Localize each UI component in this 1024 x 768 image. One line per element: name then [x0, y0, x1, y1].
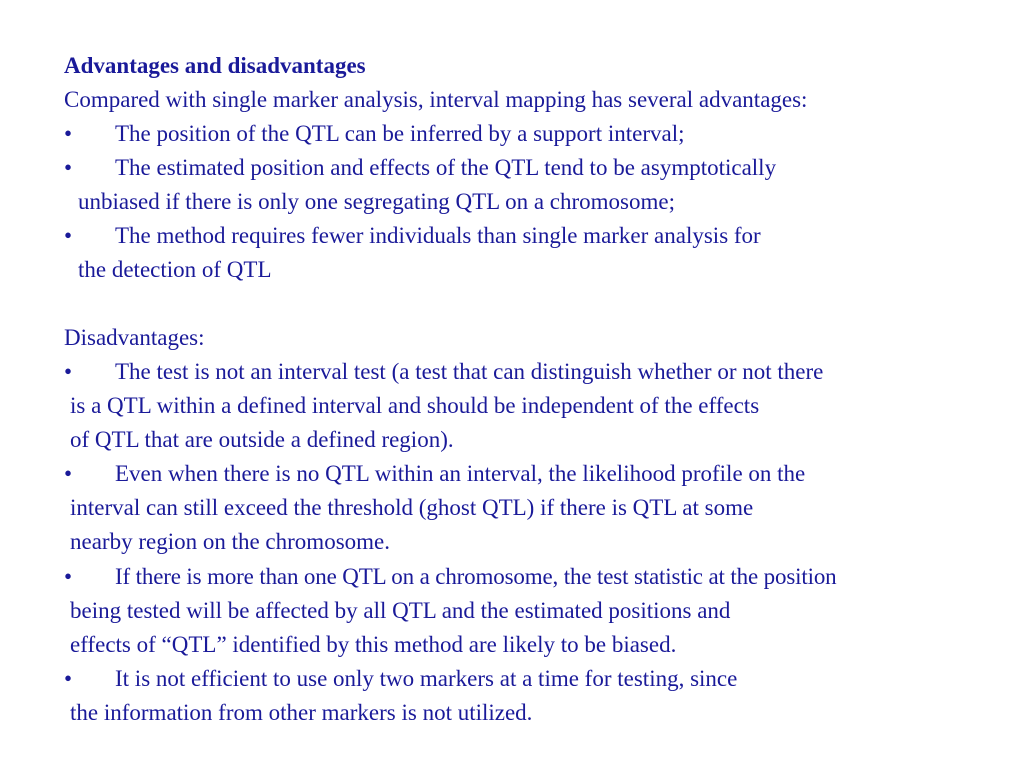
bullet-icon: • — [64, 359, 73, 384]
advantage-item-text: The position of the QTL can be inferred by a support interval; — [115, 121, 685, 146]
disadvantage-item-continuation: the information from other markers is not utilized. — [70, 700, 533, 725]
bullet-icon: • — [64, 223, 73, 248]
disadvantage-item-continuation: effects of “QTL” identified by this method are likely to be biased. — [70, 632, 677, 657]
advantages-intro: Compared with single marker analysis, interval mapping has several advantages: — [64, 87, 808, 112]
disadvantage-item-continuation: interval can still exceed the threshold (ghost QTL) if there is QTL at some — [70, 495, 754, 520]
slide-title: Advantages and disadvantages — [64, 53, 366, 78]
advantage-item-text: The estimated position and effects of the QTL tend to be asymptotically — [115, 155, 777, 180]
disadvantage-item-text: It is not efficient to use only two markers at a time for testing, since — [115, 666, 738, 691]
disadvantage-item-continuation: being tested will be affected by all QTL and the estimated positions and — [70, 598, 731, 623]
disadvantage-item-continuation: of QTL that are outside a defined region). — [70, 427, 454, 452]
bullet-icon: • — [64, 121, 73, 146]
disadvantage-item-continuation: nearby region on the chromosome. — [70, 529, 390, 554]
bullet-icon: • — [64, 564, 73, 589]
disadvantage-item-text: The test is not an interval test (a test that can distinguish whether or not there — [115, 359, 824, 384]
disadvantages-heading: Disadvantages: — [64, 325, 205, 350]
advantage-item-continuation: the detection of QTL — [78, 257, 272, 282]
bullet-icon: • — [64, 155, 73, 180]
disadvantage-item-text: If there is more than one QTL on a chromosome, the test statistic at the position — [115, 564, 837, 589]
disadvantage-item-continuation: is a QTL within a defined interval and should be independent of the effects — [70, 393, 760, 418]
bullet-icon: • — [64, 461, 73, 486]
bullet-icon: • — [64, 666, 73, 691]
disadvantage-item-text: Even when there is no QTL within an interval, the likelihood profile on the — [115, 461, 806, 486]
advantage-item-continuation: unbiased if there is only one segregating QTL on a chromosome; — [78, 189, 675, 214]
advantage-item-text: The method requires fewer individuals than single marker analysis for — [115, 223, 761, 248]
